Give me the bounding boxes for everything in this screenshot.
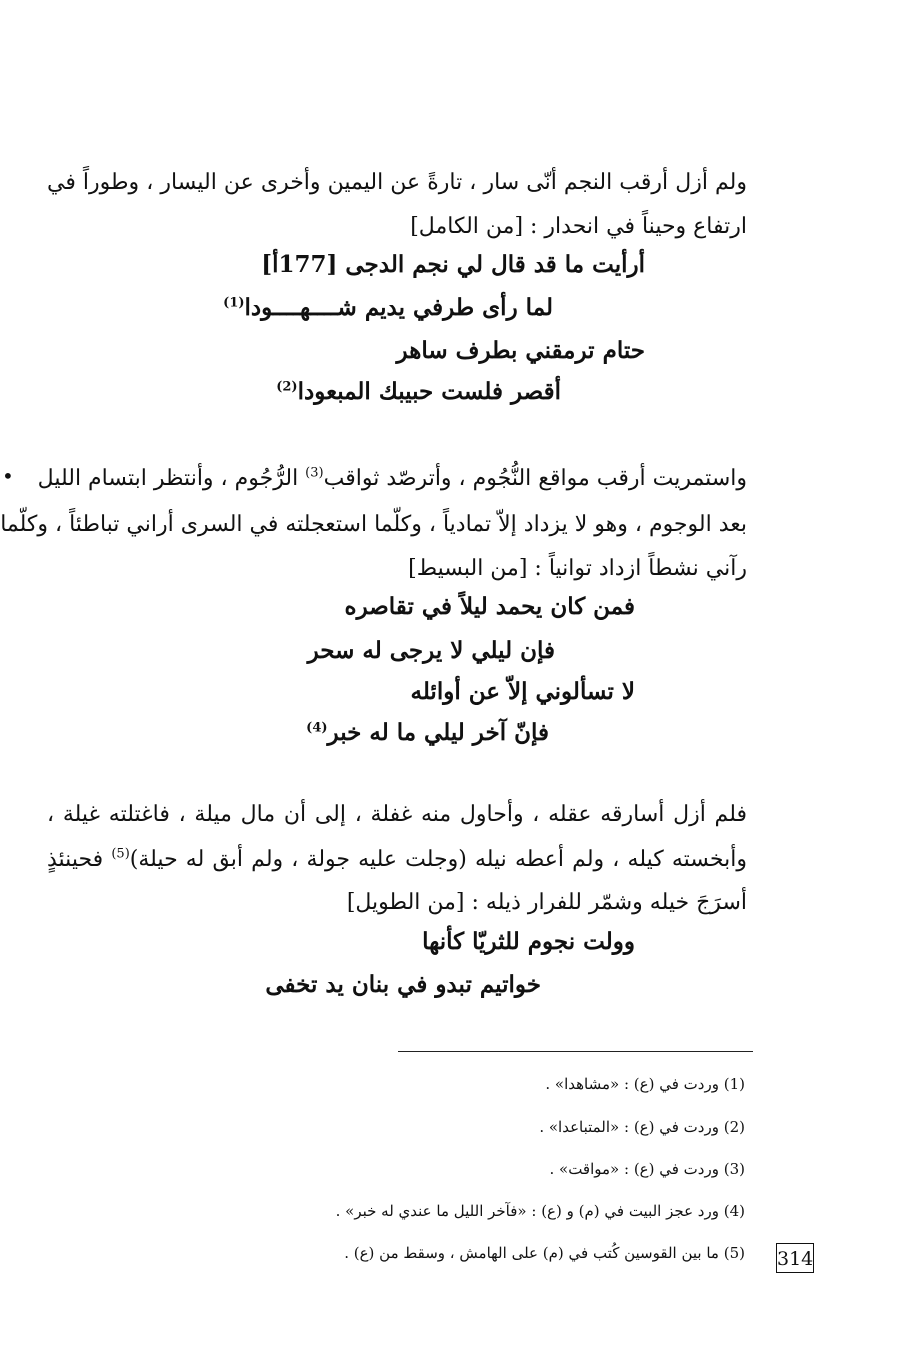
paragraph-3-line-2-part-a: وأبخسته كيله ، ولم أعطه نيله (وجلت عليه جولة ، ولم أبق له حيلة): [129, 847, 747, 872]
footnote-ref-2: (2): [276, 379, 298, 395]
verse-1-line-2-text: لما رأى طرفي يديم شــــهــــودا: [244, 294, 553, 321]
footnote-separator: [398, 1051, 753, 1052]
footnote-3: (3) وردت في (ع) : «مواقت» .: [549, 1160, 745, 1178]
margin-mark: •: [2, 464, 14, 488]
footnote-5: (5) ما بين القوسين كُتب في (م) على الهامش ، وسقط من (ع) .: [344, 1244, 745, 1262]
paragraph-2-line-1: [37, 464, 747, 494]
footnote-ref-3: (3): [305, 465, 324, 481]
footnote-1: (1) وردت في (ع) : «مشاهدا» .: [545, 1075, 745, 1093]
paragraph-2-line-2: بعد الوجوم ، وهو لا يزداد إلاّ تمادياً ، وكلّما استعجلته في السرى أراني تباطئاً ، وكلّما: [0, 512, 747, 537]
verse-1-line-1: أرأيت ما قد قال لي نجم الدجى [177أ]: [261, 251, 645, 278]
footnote-2: (2) وردت في (ع) : «المتباعدا» .: [539, 1118, 745, 1136]
footnote-4: (4) ورد عجز البيت في (م) و (ع) : «فآخر الليل ما عندي له خبر» .: [335, 1202, 745, 1220]
verse-1-line-4: [276, 377, 561, 407]
verse-2-line-3: لا تسألوني إلاّ عن أوائله: [410, 678, 635, 705]
verse-3-line-1: وولت نجوم للثريّا كأنها: [422, 928, 635, 955]
paragraph-1-line-2: ارتفاع وحيناً في انحدار : [من الكامل]: [410, 214, 747, 239]
paragraph-2-line-1-part-a: واستمريت أرقب مواقع النُّجُوم ، وأترصّد ثواقب: [323, 466, 747, 491]
footnote-ref-1: (1): [223, 295, 245, 311]
verse-2-line-1: فمن كان يحمد ليلاً في تقاصره: [344, 593, 635, 620]
paragraph-3-line-2-part-b: فحينئذٍ: [47, 847, 112, 872]
paragraph-2-line-1-part-b: الرُّجُوم ، وأنتظر ابتسام الليل: [37, 466, 306, 491]
verse-1-line-4-text: أقصر فلست حبيبك المبعودا: [297, 378, 561, 405]
verse-2-line-4-text: فإنّ آخر ليلي ما له خبر: [327, 719, 549, 746]
paragraph-3-line-2: [47, 845, 747, 875]
paragraph-3-line-3: أسرَجَ خيله وشمّر للفرار ذيله : [من الطويل]: [346, 890, 747, 915]
verse-2-line-4: [306, 718, 549, 748]
page-number: 314: [776, 1243, 814, 1273]
paragraph-3-line-1: فلم أزل أسارقه عقله ، وأحاول منه غفلة ، إلى أن مال ميلة ، فاغتلته غيلة ،: [47, 802, 747, 827]
verse-1-line-3: حتام ترمقني بطرف ساهر: [396, 337, 645, 364]
verse-3-line-2: خواتيم تبدو في بنان يد تخفى: [265, 971, 541, 998]
footnote-ref-5: (5): [111, 846, 130, 862]
paragraph-2-line-3: رآني نشطاً ازداد توانياً : [من البسيط]: [408, 556, 747, 581]
verse-1-line-2: [223, 293, 553, 323]
paragraph-1-line-1: ولم أزل أرقب النجم أنّى سار ، تارةً عن اليمين وأخرى عن اليسار ، وطوراً في: [47, 170, 747, 195]
footnote-ref-4: (4): [306, 720, 328, 736]
verse-2-line-2: فإن ليلي لا يرجى له سحر: [307, 637, 555, 664]
